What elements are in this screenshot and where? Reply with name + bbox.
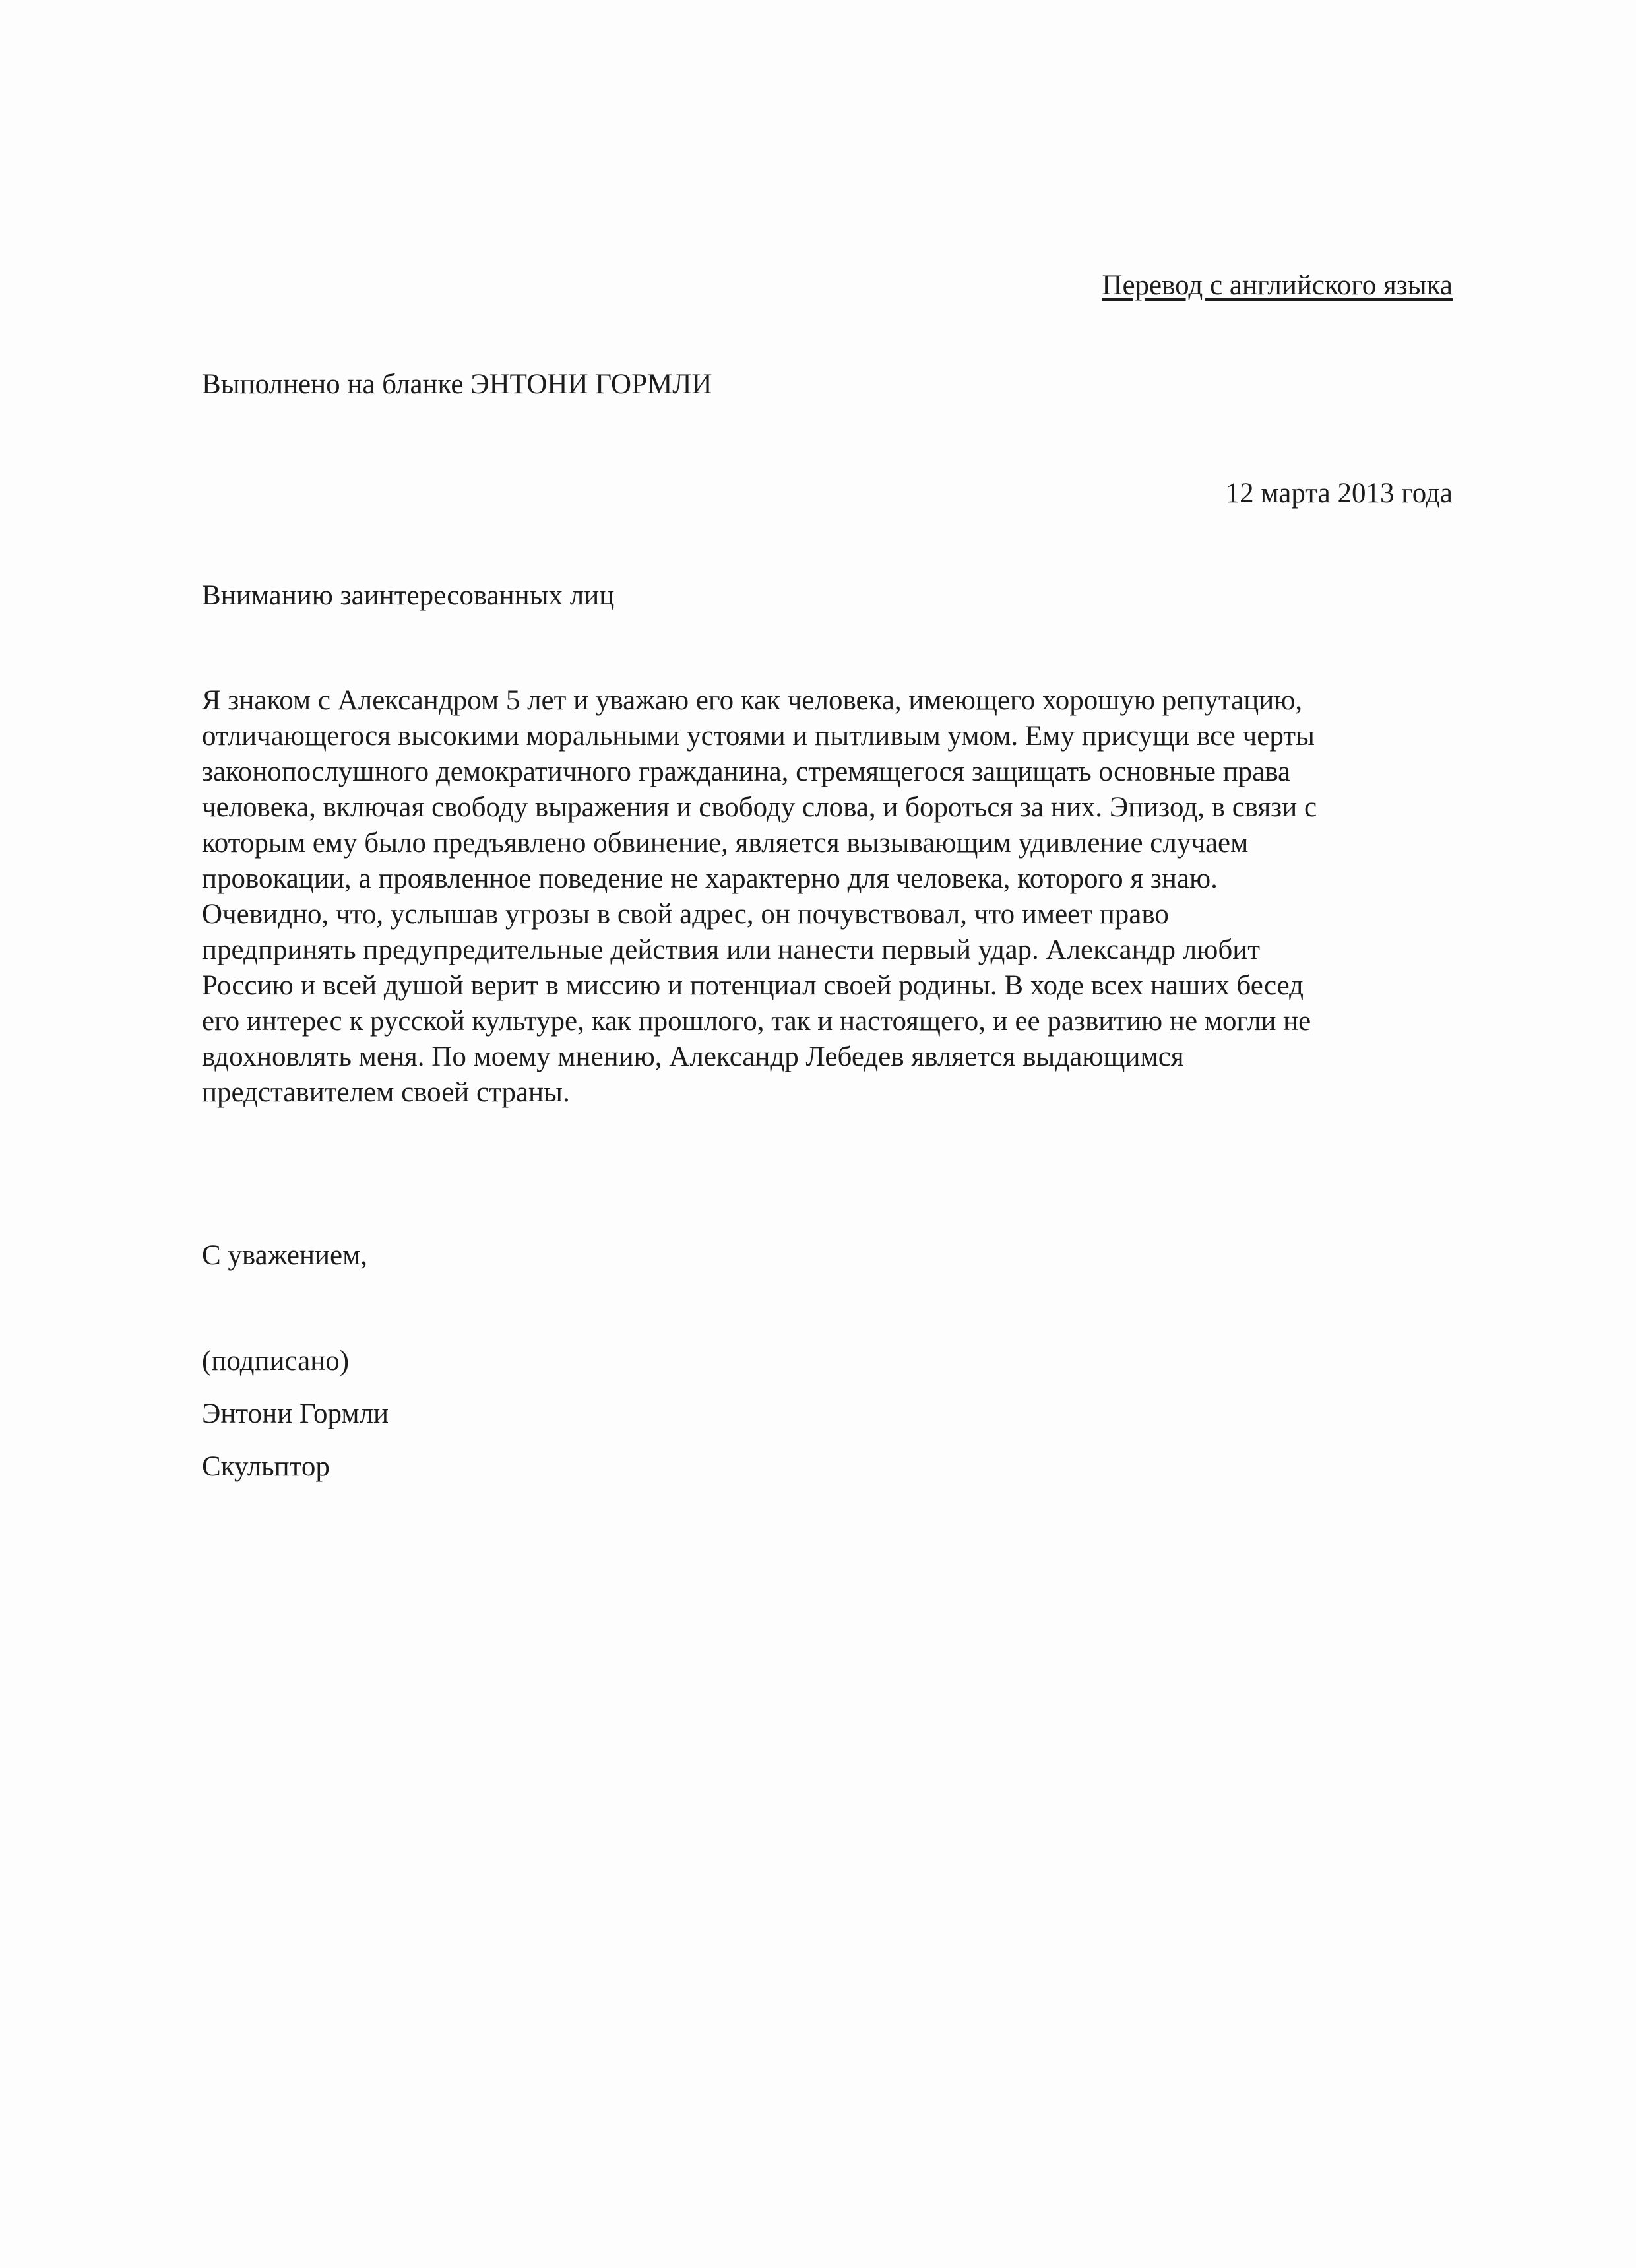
body-line: законопослушного демократичного гражданина, стремящегося защищать основные права — [202, 756, 1291, 787]
salutation: Вниманию заинтересованных лиц — [202, 580, 615, 611]
letterhead-note: Выполнено на бланке ЭНТОНИ ГОРМЛИ — [202, 369, 712, 400]
signer-title: Скульптор — [202, 1451, 330, 1482]
body-line: человека, включая свободу выражения и свободу слова, и бороться за них. Эпизод, в связи с — [202, 792, 1317, 823]
body-line: Я знаком с Александром 5 лет и уважаю его как человека, имеющего хорошую репутацию, — [202, 685, 1303, 716]
translation-note: Перевод с английского языка — [1102, 270, 1453, 301]
body-line: Россию и всей душой верит в миссию и потенциал своей родины. В ходе всех наших бесед — [202, 970, 1304, 1001]
body-line: провокации, а проявленное поведение не характерно для человека, которого я знаю. — [202, 863, 1218, 894]
closing: С уважением, — [202, 1240, 368, 1271]
signer-name: Энтони Гормли — [202, 1398, 389, 1429]
body-line: Очевидно, что, услышав угрозы в свой адрес, он почувствовал, что имеет право — [202, 899, 1169, 930]
signed-note: (подписано) — [202, 1345, 350, 1377]
body-line: отличающегося высокими моральными устоями и пытливым умом. Ему присущи все черты — [202, 721, 1315, 752]
letter-body — [202, 683, 1455, 1111]
body-line: представителем своей страны. — [202, 1077, 570, 1108]
body-line: вдохновлять меня. По моему мнению, Александр Лебедев является выдающимся — [202, 1041, 1184, 1072]
body-line: его интерес к русской культуре, как прошлого, так и настоящего, и ее развитию не могли не — [202, 1006, 1311, 1037]
letter-date: 12 марта 2013 года — [1225, 478, 1453, 509]
body-line: предпринять предупредительные действия или нанести первый удар. Александр любит — [202, 934, 1261, 965]
body-line: которым ему было предъявлено обвинение, является вызывающим удивление случаем — [202, 827, 1249, 859]
